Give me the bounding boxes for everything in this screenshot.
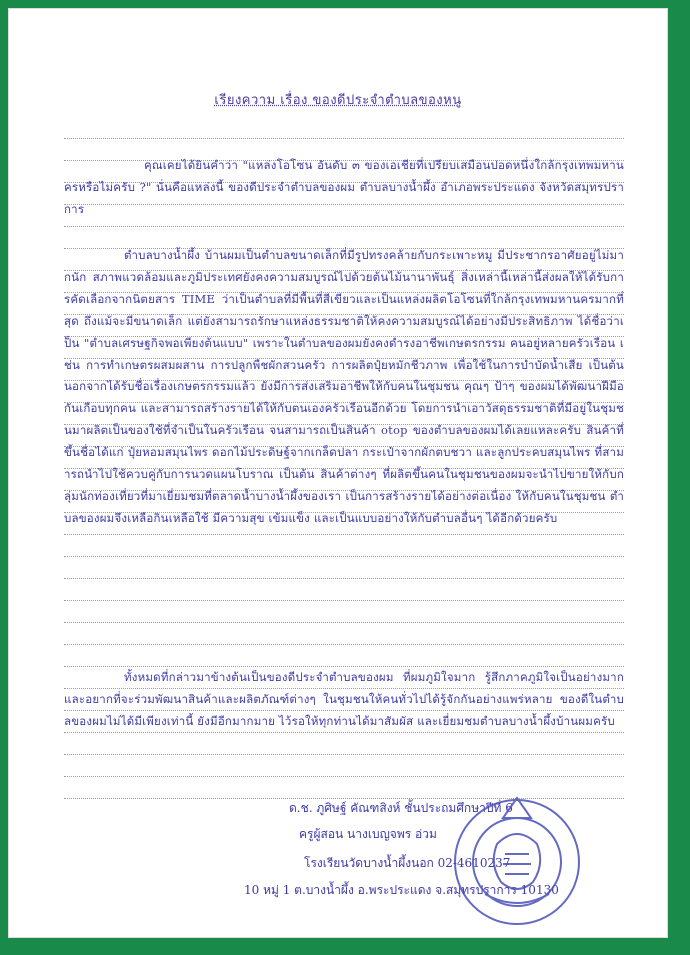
school-address: 10 หมู่ 1 ต.บางน้ำผึ้ง อ.พระประแดง จ.สมุทรปราการ 10130: [244, 883, 559, 897]
ruled-line: [64, 577, 624, 579]
ruled-line: [64, 533, 624, 535]
ruled-line: [64, 599, 624, 601]
ruled-line: [64, 621, 624, 623]
school-seal-icon: [445, 784, 590, 934]
paragraph-body: ตำบลบางน้ำผึ้ง บ้านผมเป็นตำบลขนาดเล็กที่มีรูปทรงคล้ายกับกระเพาะหมู มีประชากรอาศัยอยู่ไม่มากนัก สภาพแวดล้อมและภูมิประเทศยังคงความสมบูรณ์ไปด้วยต้นไม้นานาพันธุ์ สิ่งเหล่านี้เหล่านี้ส่งผลให้ได้รับการคัดเลือกจากนิตยสาร TIME ว่าเป็นตำบลที่มีพื้นที่สีเขียวและเป็นแหล่งผลิตโอโซนที่ใกล้กรุงเทพมหานครมากที่สุด ถึงแม้จะมีขนาดเล็ก แต่ยังสามารถรักษาแหล่งธรรมชาติให้คงความสมบูรณ์ได้อย่างมีประสิทธิภาพ ได้ชื่อว่าเป็น "ตำบลเศรษฐกิจพอเพียงต้นแบบ" เพราะในตำบลของผมยังคงดำรงอาชีพเกษตรกรรม คนอยู่หลายครัวเรือน เช่น การทำเกษตรผสมผสาน การปลูกพืชผักสวนครัว การผลิตปุ๋ยหมักชีวภาพ เพื่อใช้ในการบำบัดน้ำเสีย เป็นต้น นอกจากได้รับชื่อเรื่องเกษตรกรรมแล้ว ยังมีการส่งเสริมอาชีพให้กับคนในชุมชน คุณๆ ป้าๆ ของผมได้พัฒนาฝีมือกันเกือบทุกคน และสามารถสร้างรายได้ให้กับตนเองครัวเรือนอีกด้วย โดยการนำเอาวัสดุธรรมชาติที่มีอยู่ในชุมชนมาผลิตเป็นของใช้ที่จำเป็นในครัวเรือน จนสามารถเป็นสินค้า otop ของตำบลของผมได้เลยแหละครับ สินค้าที่ขึ้นชื่อได้แก่ ปุ๋ยหอมสมุนไพร ดอกไม้ประดิษฐ์จากเกล็ดปลา กระเป๋าจากผักตบชวา และลูกประคบสมุนไพร ที่สามารถนำไปใช้ควบคู่กับการนวดแผนโบราณ เป็นต้น สินค้าต่างๆ ที่ผลิตขึ้นคนในชุมชนของผมจะนำไปขายให้กับกลุ่มนักท่องเที่ยวที่มาเยี่ยมชมที่ตลาดน้ำบางน้ำผึ้งของเรา เป็นการสร้างรายได้อย่างต่อเนื่อง ให้กับคนในชุมชน ตำบลของผมจึงเหลือกินเหลือใช้ มีความสุข เข้มแข็ง และเป็นแบบอย่างให้กับตำบลอื่นๆ ได้อีกด้วยครับ: [64, 248, 624, 525]
teacher-name: ครูผู้สอน นางเบญจพร อ่วม: [299, 827, 437, 841]
ruled-line: [64, 753, 624, 755]
school-name: โรงเรียนวัดบางน้ำผึ้งนอก 02-4610237: [304, 856, 511, 870]
ruled-line: [64, 643, 624, 645]
essay-page: [8, 8, 668, 938]
ruled-line: [64, 225, 624, 227]
essay-title: เรียงความ เรื่อง ของดีประจำตำบลของหนู: [214, 93, 462, 108]
paragraph-conclusion: ทั้งหมดที่กล่าวมาข้างต้นเป็นของดีประจำตำบลของผม ที่ผมภูมิใจมาก รู้สึกภาคภูมิใจเป็นอย่างมาก และอยากที่จะร่วมพัฒนาสินค้าและผลิตภัณฑ์ต่างๆ ในชุมชนให้คนทั่วไปได้รู้จักกันอย่างแพร่หลาย ของดีในตำบลของผมไม่ได้มีเพียงเท่านี้ ยังมีอีกมากมาย ไว้รอให้ทุกท่านได้มาสัมผัส และเยี่ยมชมตำบลบางน้ำผึ้งบ้านผมครับ: [64, 670, 624, 728]
author-name: ด.ช. ภูศิษฐ์ คัณฑสิงห์ ชั้นประถมศึกษาปีที่ 6: [289, 801, 513, 815]
ruled-line: [64, 137, 624, 139]
paragraph-intro: คุณเคยได้ยินคำว่า "แหล่งโอโซน อันดับ ๓ ของเอเชียที่เปรียบเสมือนปอดหนึ่งใกล้กรุงเทพมหานครหรือไม่ครับ ?" นั่นคือแหล่งนี้ ของดีประจำตำบลของผม ตำบลบางน้ำผึ้ง อำเภอพระประแดง จังหวัดสมุทรปราการ: [64, 158, 624, 216]
ruled-line: [64, 555, 624, 557]
ruled-line: [64, 775, 624, 777]
